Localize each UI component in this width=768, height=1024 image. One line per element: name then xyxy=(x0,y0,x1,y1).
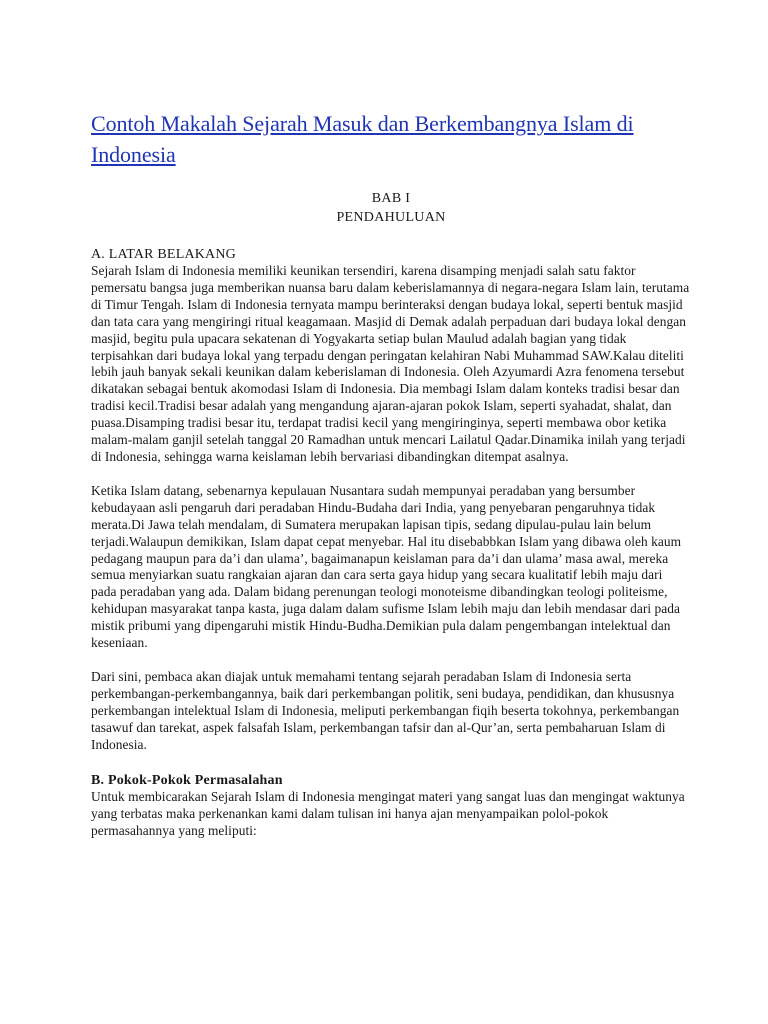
section-b-paragraph-1: Untuk membicarakan Sejarah Islam di Indonesia mengingat materi yang sangat luas dan mengingat waktunya yang terbatas maka perkenankan kami dalam tulisan ini hanya ajan menyampaikan polol-pokok permasahannya yang meliputi: xyxy=(91,789,685,839)
section-a-paragraph-2: Ketika Islam datang, sebenarnya kepulauan Nusantara sudah mempunyai peradaban yang bersumber kebudayaan asli pengaruh dari peradaban Hindu-Budaha dari India, yang penyebaran pengaruhnya tidak merata.Di Jawa telah mendalam, di Sumatera merupakan lapisan tipis, sedang dipulau-pulau lain belum terjadi.Walaupun demikikan, Islam dapat cepat menyebar. Hal itu disebabbkan Islam yang dibawa oleh kaum pedagang maupun para da’i dan ulama’, bagaimanapun keislaman para da’i dan ulama’ masa awal, mereka semua menyiarkan suatu rangkaian ajaran dan cara serta gaya hidup yang secara kualitatif lebih maju dari pada peradaban yang ada. Dalam bidang perenungan teologi monoteisme dibandingkan teologi politeisme, kehidupan masyarakat tanpa kasta, juga dalam dalam sufisme Islam lebih maju dan lebih mendasar dari pada mistik pribumi yang dipengaruhi mistik Hindu-Budha.Demikian pula dalam pengembangan intelektual dan keseniaan. xyxy=(91,482,682,651)
section-a-heading: A. LATAR BELAKANG xyxy=(91,247,236,262)
document-page xyxy=(91,108,691,840)
document-title xyxy=(91,108,691,170)
section-b-heading: B. Pokok-Pokok Permasalahan xyxy=(91,773,283,789)
section-a-paragraph-3: Dari sini, pembaca akan diajak untuk memahami tentang sejarah peradaban Islam di Indonesia serta perkembangan-perkembangannya, baik dari perkembangan politik, seni budaya, pendidikan, dan khususnya perkembangan intelektual Islam di Indonesia, meliputi perkembangan fiqih beserta tokohnya, perkembangan tasawuf dan tarekat, aspek falsafah Islam, perkembangan tafsir dan al-Qur’an, serta pembaharuan Islam di Indonesia. xyxy=(91,668,680,752)
section-a-paragraph-1: Sejarah Islam di Indonesia memiliki keunikan tersendiri, karena disamping menjadi salah satu faktor pemersatu bangsa juga memberikan nuansa baru dalam keberislamannya di negara-negara Islam lain, terutama di Timur Tengah. Islam di Indonesia ternyata mampu berinteraksi dengan budaya lokal, seperti bentuk masjid dan tata cara yang mengiringi ritual keagamaan. Masjid di Demak adalah perpaduan dari budaya lokal dengan masjid, begitu pula upacara sekatenan di Yogyakarta setiap bulan Maulud adalah bagian yang tidak terpisahkan dari budaya lokal yang terpadu dengan peringatan kelahiran Nabi Muhammad SAW.Kalau diteliti lebih jauh banyak sekali keunikan dalam keberislaman di Indonesia. Oleh Azyumardi Azra fenomena tersebut dikatakan sebagai bentuk akomodasi Islam di Indonesia. Dia membagi Islam dalam konteks tradisi besar dan tradisi kecil.Tradisi besar adalah yang mengandung ajaran-ajaran pokok Islam, seperti syahadat, shalat, dan puasa.Disamping tradisi besar itu, terdapat tradisi kecil yang mengiringinya, seperti membawa obor ketika malam-malam ganjil setelah tanggal 20 Ramadhan untuk mencari Lailatul Qadar.Dinamika inilah yang terjadi di Indonesia, sehingga warna keislaman lebih bervariasi dibandingkan ditempat asalnya. xyxy=(91,263,690,464)
document-title-link[interactable]: Contoh Makalah Sejarah Masuk dan Berkembangnya Islam di Indonesia xyxy=(91,111,634,167)
chapter-title: PENDAHULUAN xyxy=(336,210,446,225)
chapter-number: BAB I xyxy=(371,191,411,206)
chapter-heading xyxy=(91,189,691,227)
